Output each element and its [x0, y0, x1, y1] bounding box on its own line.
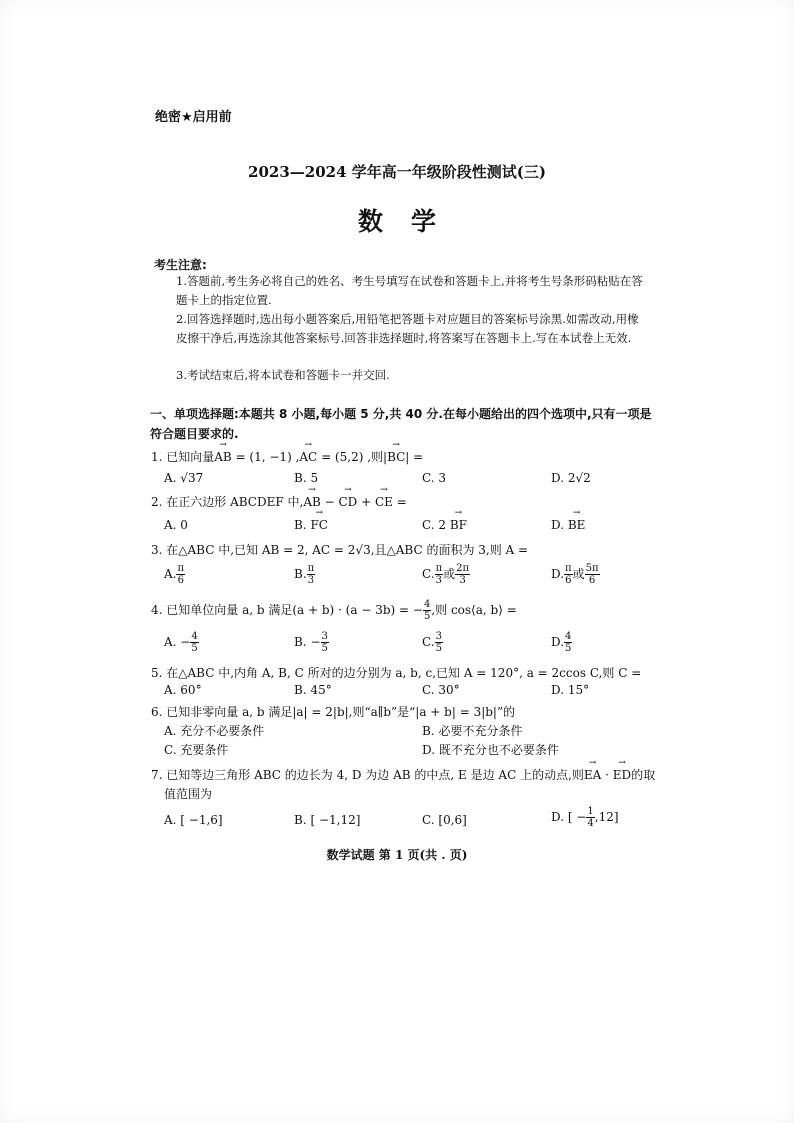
q4-option-c: C. $\frac{3}{5}$: [422, 631, 442, 654]
question-4-stem: 4. 已知单位向量 a, b 满足(a + b) · (a − 3b) = − $\frac{4}{5}$ ,则 cos⟨a, b⟩ =: [151, 599, 517, 622]
question-2-stem: 2. 在正六边形 ABCDEF 中,→ AB − → CD + → CE =: [151, 493, 407, 510]
vector-bc: → BC: [387, 450, 405, 464]
q4-option-d: D. $\frac{4}{5}$: [551, 631, 572, 654]
section-heading: 一、单项选择题:本题共 8 小题,每小题 5 分,共 40 分.在每小题给出的四个选项中,只有一项是符合题目要求的.: [150, 407, 652, 441]
q3-option-a: A. $\frac{\pi}{6}$: [164, 563, 185, 586]
page-footer: 数学试题 第 1 页(共 . 页): [326, 848, 468, 862]
confidential-label: 绝密★启用前: [155, 110, 232, 125]
q2-option-b: B. → FC: [294, 518, 328, 532]
q7-option-d: D. [ − $\frac{1}{4}$ ,12]: [551, 806, 619, 829]
question-7-stem-line2: 值范围为: [164, 787, 213, 801]
q4-option-b: B. − $\frac{3}{5}$: [294, 631, 328, 654]
notice-heading: 考生注意:: [154, 258, 207, 272]
q6-option-d: D. 既不充分也不必要条件: [422, 743, 559, 757]
q7-option-b: B. [ −1,12]: [294, 813, 361, 827]
exam-title: 2023—2024 学年高一年级阶段性测试(三): [248, 163, 546, 181]
q4-option-a: A. − $\frac{4}{5}$: [164, 631, 198, 654]
question-3-stem: 3. 在△ABC 中,已知 AB = 2, AC = 2√3,且△ABC 的面积为 3,则 A =: [151, 543, 529, 557]
vector-ab: → AB: [214, 450, 231, 464]
q1-option-c: C. 3: [422, 471, 447, 485]
q6-option-a: A. 充分不必要条件: [164, 724, 265, 738]
q5-option-a: A. 60°: [164, 683, 202, 697]
q2-option-d: D. → BE: [551, 518, 585, 532]
q2-option-c: C. 2 → BF: [422, 518, 467, 532]
question-1-stem: 1. 已知向量→ AB = (1, −1) ,→ AC = (5,2) ,则|→ BC| =: [151, 448, 423, 465]
q2-option-a: A. 0: [164, 518, 188, 532]
q7-option-a: A. [ −1,6]: [164, 813, 223, 827]
notice-item-3: 3.考试结束后,将本试卷和答题卡一并交回.: [176, 368, 390, 382]
q5-option-c: C. 30°: [422, 683, 460, 697]
q1-option-b: B. 5: [294, 471, 319, 485]
notice-item-1: 1.答题前,考生务必将自己的姓名、考生号填写在试卷和答题卡上,并将考生号条形码粘贴在答题卡上的指定位置.: [176, 274, 643, 307]
question-6-stem: 6. 已知非零向量 a, b 满足|a| = 2|b|,则“a∥b”是“|a + b| = 3|b|”的: [151, 705, 516, 719]
q5-option-d: D. 15°: [551, 683, 590, 697]
q3-option-b: B. $\frac{\pi}{3}$: [294, 563, 315, 586]
q6-option-b: B. 必要不充分条件: [422, 724, 523, 738]
question-5-stem: 5. 在△ABC 中,内角 A, B, C 所对的边分别为 a, b, c,已知 A = 120°, a = 2ccos C,则 C =: [151, 666, 642, 680]
notice-item-2: 2.回答选择题时,选出每小题答案后,用铅笔把答题卡对应题目的答案标号涂黑.如需改动,用橡皮擦干净后,再选涂其他答案标号.回答非选择题时,将答案写在答题卡上.写在本试卷上无效.: [176, 312, 639, 345]
question-7-stem-line1: 7. 已知等边三角形 ABC 的边长为 4, D 为边 AB 的中点, E 是边 AC 上的动点,则→ EA · → ED的取: [151, 766, 655, 783]
subject-title: 数学: [357, 207, 464, 236]
q1-option-a: A. √37: [164, 471, 204, 485]
vector-ac: → AC: [299, 450, 317, 464]
q3-option-c: C. $\frac{\pi}{3}$ 或 $\frac{2\pi}{3}$: [422, 563, 470, 586]
q3-option-d: D. $\frac{\pi}{6}$ 或 $\frac{5\pi}{6}$: [551, 563, 599, 586]
q7-option-c: C. [0,6]: [422, 813, 467, 827]
q6-option-c: C. 充要条件: [164, 743, 229, 757]
q5-option-b: B. 45°: [294, 683, 332, 697]
q1-option-d: D. 2√2: [551, 471, 591, 485]
